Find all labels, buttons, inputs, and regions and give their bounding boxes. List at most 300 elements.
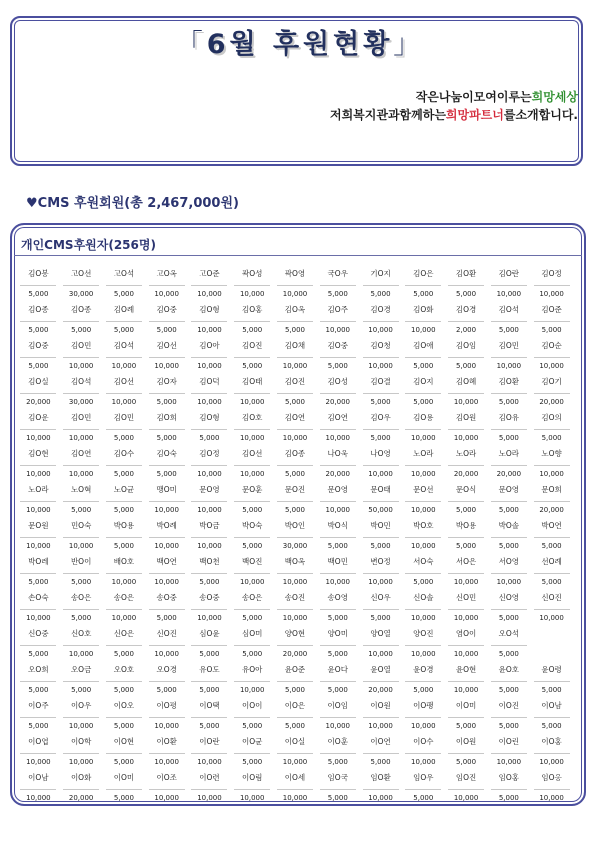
cell-divider	[448, 573, 484, 574]
donor-cell	[487, 266, 530, 302]
donor-grid	[17, 266, 573, 806]
donor-name: 김O선	[113, 377, 135, 386]
donor-amount: 5,000	[113, 290, 134, 298]
donor-cell	[402, 590, 445, 626]
donor-cell	[359, 302, 402, 338]
donor-cell	[60, 662, 103, 698]
donor-name: 이O조	[156, 773, 177, 782]
donor-cell	[530, 590, 573, 626]
donor-name: 고O옥	[156, 269, 177, 278]
donor-amount: 5,000	[370, 614, 391, 622]
donor-cell	[445, 446, 488, 482]
cell-divider	[277, 681, 313, 682]
donor-amount: 10,000	[411, 758, 436, 766]
cell-divider	[448, 537, 484, 538]
donor-cell	[17, 266, 60, 302]
cell-divider	[405, 573, 441, 574]
donor-amount: 5,000	[456, 722, 477, 730]
cell-divider	[491, 537, 527, 538]
donor-cell	[60, 266, 103, 302]
donor-cell	[445, 482, 488, 518]
donor-name: 이O화	[70, 773, 92, 782]
donor-cell	[231, 338, 274, 374]
donor-cell	[402, 626, 445, 662]
donor-name: 나O영	[370, 449, 391, 458]
donor-cell	[402, 482, 445, 518]
cell-divider	[63, 429, 99, 430]
cell-divider	[277, 501, 313, 502]
donor-name: 김O종	[28, 305, 49, 314]
cell-divider	[191, 681, 227, 682]
cell-divider	[405, 429, 441, 430]
cell-divider	[63, 789, 99, 790]
cell-divider	[405, 717, 441, 718]
cell-divider	[234, 537, 270, 538]
donor-cell	[103, 626, 146, 662]
donor-cell	[445, 374, 488, 410]
cell-divider	[106, 465, 142, 466]
cell-divider	[20, 429, 56, 430]
donor-amount: 20,000	[539, 506, 564, 514]
donor-name: 문O선	[413, 485, 434, 494]
page-title	[0, 22, 600, 61]
donor-cell	[145, 302, 188, 338]
cell-divider	[320, 465, 356, 466]
donor-cell	[17, 446, 60, 482]
donor-name: 기O지	[370, 269, 391, 278]
cell-divider	[405, 285, 441, 286]
donor-amount: 10,000	[154, 362, 179, 370]
cell-divider	[277, 357, 313, 358]
donor-cell	[231, 302, 274, 338]
donor-amount: 10,000	[68, 470, 94, 478]
donor-cell	[487, 590, 530, 626]
donor-name: 윤O호	[498, 665, 520, 674]
donor-amount: 5,000	[370, 542, 391, 550]
donor-name: 이O학	[70, 737, 92, 746]
cell-divider	[63, 573, 99, 574]
donor-section-title: 개인CMS후원자(256명)	[21, 238, 156, 252]
cell-divider	[149, 681, 185, 682]
title-text: 6월 후원현황	[206, 29, 394, 60]
donor-name: 김O홍	[242, 305, 263, 314]
donor-cell	[316, 410, 359, 446]
cell-divider	[106, 609, 142, 610]
cell-divider	[234, 681, 270, 682]
donor-amount: 5,000	[456, 362, 477, 370]
donor-cell	[60, 410, 103, 446]
cell-divider	[534, 681, 570, 682]
donor-amount: 10,000	[325, 722, 350, 730]
donor-amount: 10,000	[197, 290, 222, 298]
donor-amount: 5,000	[113, 542, 134, 550]
cell-divider	[20, 609, 56, 610]
donor-cell	[60, 734, 103, 770]
cell-divider	[149, 501, 185, 502]
donor-cell	[359, 734, 402, 770]
donor-cell	[359, 338, 402, 374]
donor-amount: 5,000	[541, 722, 562, 730]
donor-cell	[60, 518, 103, 554]
donor-name: 이O균	[242, 737, 263, 746]
cell-divider	[448, 393, 484, 394]
donor-cell	[402, 770, 445, 806]
cell-divider	[534, 537, 570, 538]
donor-name: 박O호	[413, 521, 434, 530]
donor-amount: 5,000	[284, 686, 306, 694]
donor-amount: 10,000	[154, 758, 179, 766]
cell-divider	[191, 357, 227, 358]
intro-line-2-tail: 를소개합니다.	[503, 108, 578, 122]
donor-amount: 5,000	[327, 686, 348, 694]
donor-divider	[14, 255, 582, 256]
donor-amount: 5,000	[413, 686, 434, 694]
donor-amount: 5,000	[498, 614, 519, 622]
cell-divider	[277, 429, 313, 430]
donor-cell	[60, 338, 103, 374]
donor-cell	[231, 590, 274, 626]
donor-cell	[445, 590, 488, 626]
donor-cell	[188, 698, 231, 734]
cms-summary-text: CMS 후원회원(총 2,467,000원)	[37, 196, 239, 211]
cell-divider	[106, 537, 142, 538]
donor-name: 임O우	[413, 773, 434, 782]
donor-cell	[445, 302, 488, 338]
cell-divider	[405, 753, 441, 754]
donor-amount: 10,000	[453, 794, 479, 802]
donor-amount: 5,000	[242, 542, 263, 550]
donor-name: 송O은	[242, 593, 263, 602]
donor-amount: 10,000	[496, 758, 522, 766]
donor-cell	[445, 734, 488, 770]
donor-amount: 10,000	[111, 398, 137, 406]
donor-cell	[231, 626, 274, 662]
donor-name: 노O향	[541, 449, 562, 458]
donor-name: 김O종	[70, 305, 92, 314]
donor-amount: 5,000	[498, 506, 519, 514]
donor-name: 김O형	[199, 305, 220, 314]
donor-amount: 5,000	[28, 290, 49, 298]
donor-cell	[530, 482, 573, 518]
donor-name: 김O경	[370, 305, 391, 314]
donor-amount: 10,000	[539, 362, 564, 370]
donor-amount: 10,000	[325, 578, 350, 586]
donor-amount: 5,000	[242, 362, 263, 370]
donor-cell	[231, 374, 274, 410]
donor-cell	[145, 590, 188, 626]
donor-cell	[145, 410, 188, 446]
cell-divider	[63, 537, 99, 538]
donor-amount: 10,000	[197, 506, 222, 514]
donor-cell	[103, 734, 146, 770]
donor-name: 유O도	[199, 665, 220, 674]
donor-amount: 10,000	[368, 362, 393, 370]
donor-cell	[188, 338, 231, 374]
donor-cell	[445, 410, 488, 446]
donor-amount: 20,000	[325, 470, 350, 478]
cell-divider	[405, 393, 441, 394]
donor-amount: 10,000	[197, 398, 222, 406]
donor-name: 서O숙	[413, 557, 434, 566]
cell-divider	[320, 789, 356, 790]
cell-divider	[149, 465, 185, 466]
donor-amount: 10,000	[197, 542, 222, 550]
donor-name: 이O오	[113, 701, 135, 710]
cell-divider	[191, 465, 227, 466]
cell-divider	[149, 393, 185, 394]
donor-cell	[487, 554, 530, 590]
donor-amount: 5,000	[113, 506, 134, 514]
donor-cell	[274, 410, 317, 446]
donor-cell	[60, 698, 103, 734]
cell-divider	[106, 753, 142, 754]
donor-name: 백O진	[242, 557, 263, 566]
donor-cell	[274, 302, 317, 338]
donor-cell	[487, 626, 530, 662]
donor-cell	[188, 266, 231, 302]
donor-cell	[487, 410, 530, 446]
donor-cell	[316, 626, 359, 662]
donor-amount: 10,000	[282, 362, 308, 370]
donor-amount: 10,000	[411, 650, 436, 658]
cell-divider	[363, 645, 399, 646]
donor-amount: 5,000	[242, 650, 263, 658]
donor-cell	[103, 770, 146, 806]
donor-cell	[445, 338, 488, 374]
donor-cell	[316, 446, 359, 482]
donor-name: 윤O현	[455, 665, 477, 674]
donor-amount: 10,000	[197, 362, 222, 370]
donor-cell	[188, 626, 231, 662]
cell-divider	[234, 285, 270, 286]
donor-amount: 5,000	[327, 794, 348, 802]
donor-name: 김O운	[28, 413, 49, 422]
donor-name: 고O선	[70, 269, 92, 278]
cell-divider	[277, 645, 313, 646]
donor-cell	[445, 626, 488, 662]
donor-cell	[145, 554, 188, 590]
donor-cell	[359, 626, 402, 662]
donor-amount: 5,000	[327, 542, 348, 550]
cell-divider	[277, 285, 313, 286]
donor-name: 양O열	[370, 629, 391, 638]
cell-divider	[448, 717, 484, 718]
donor-amount: 5,000	[199, 434, 220, 442]
cell-divider	[534, 717, 570, 718]
donor-name: 이O림	[242, 773, 263, 782]
cell-divider	[106, 573, 142, 574]
donor-amount: 5,000	[242, 722, 263, 730]
cell-divider	[63, 465, 99, 466]
cell-divider	[448, 357, 484, 358]
donor-cell	[445, 266, 488, 302]
donor-name: 박O민	[370, 521, 391, 530]
cell-divider	[448, 753, 484, 754]
donor-name: 이O택	[199, 701, 220, 710]
donor-cell	[103, 554, 146, 590]
donor-name: 김O은	[413, 269, 434, 278]
donor-cell	[530, 662, 573, 698]
donor-amount: 10,000	[197, 758, 222, 766]
donor-cell	[359, 590, 402, 626]
donor-cell	[316, 266, 359, 302]
donor-name: 송O은	[113, 593, 135, 602]
donor-name: 심O윤	[199, 629, 220, 638]
donor-name: 이O수	[413, 737, 434, 746]
donor-name: 김O중	[156, 305, 177, 314]
donor-amount: 10,000	[325, 506, 350, 514]
donor-cell	[316, 698, 359, 734]
donor-amount: 5,000	[284, 326, 306, 334]
donor-name: 송O중	[199, 593, 220, 602]
donor-name: 문O희	[541, 485, 562, 494]
donor-cell	[530, 266, 573, 302]
donor-name: 김O정	[541, 269, 562, 278]
cell-divider	[191, 717, 227, 718]
donor-amount: 10,000	[239, 434, 265, 442]
donor-amount: 10,000	[26, 470, 51, 478]
donor-name: 김O태	[242, 377, 263, 386]
donor-amount: 5,000	[498, 722, 519, 730]
donor-amount: 5,000	[541, 686, 562, 694]
donor-cell	[60, 626, 103, 662]
donor-name: 김O성	[327, 377, 348, 386]
donor-amount: 20,000	[325, 398, 350, 406]
donor-name: 박O례	[156, 521, 177, 530]
donor-cell	[359, 446, 402, 482]
cell-divider	[20, 537, 56, 538]
donor-cell	[103, 590, 146, 626]
cell-divider	[63, 285, 99, 286]
donor-cell	[17, 338, 60, 374]
donor-amount: 10,000	[325, 326, 350, 334]
cell-divider	[149, 573, 185, 574]
donor-amount: 10,000	[154, 506, 179, 514]
donor-name: 이O연	[370, 737, 391, 746]
cell-divider	[405, 645, 441, 646]
donor-name: 김O의	[541, 413, 562, 422]
donor-cell	[487, 446, 530, 482]
donor-cell	[530, 338, 573, 374]
cell-divider	[320, 429, 356, 430]
cell-divider	[63, 753, 99, 754]
donor-amount: 10,000	[453, 398, 479, 406]
cell-divider	[320, 645, 356, 646]
donor-cell	[103, 446, 146, 482]
donor-amount: 30,000	[68, 290, 94, 298]
donor-amount: 10,000	[282, 758, 308, 766]
donor-cell	[274, 482, 317, 518]
cell-divider	[149, 357, 185, 358]
donor-amount: 5,000	[284, 470, 306, 478]
donor-cell	[359, 554, 402, 590]
donor-amount: 30,000	[68, 398, 94, 406]
cell-divider	[106, 285, 142, 286]
donor-name: 이O주	[28, 701, 49, 710]
donor-name: 박O식	[327, 521, 348, 530]
donor-amount: 20,000	[26, 398, 51, 406]
cell-divider	[363, 789, 399, 790]
donor-amount: 10,000	[411, 614, 436, 622]
cell-divider	[363, 501, 399, 502]
donor-cell	[17, 374, 60, 410]
donor-amount: 5,000	[113, 686, 134, 694]
donor-amount: 5,000	[28, 362, 49, 370]
donor-cell	[231, 266, 274, 302]
donor-amount: 20,000	[453, 470, 479, 478]
donor-name: 김O연	[327, 413, 348, 422]
donor-name: 박O숙	[242, 521, 263, 530]
donor-amount: 5,000	[28, 650, 49, 658]
donor-cell	[487, 338, 530, 374]
donor-amount: 5,000	[242, 614, 263, 622]
donor-name: 노O라	[28, 485, 49, 494]
donor-amount: 10,000	[368, 326, 393, 334]
donor-cell	[445, 518, 488, 554]
cell-divider	[320, 573, 356, 574]
donor-amount: 5,000	[71, 686, 92, 694]
donor-name: 김O임	[455, 341, 477, 350]
donor-cell	[316, 734, 359, 770]
cell-divider	[63, 645, 99, 646]
cell-divider	[363, 681, 399, 682]
donor-name: 김O형	[199, 413, 220, 422]
donor-amount: 10,000	[539, 290, 564, 298]
donor-cell	[359, 518, 402, 554]
donor-cell	[60, 302, 103, 338]
cell-divider	[534, 573, 570, 574]
donor-amount: 5,000	[156, 326, 177, 334]
donor-amount: 5,000	[199, 650, 220, 658]
donor-amount: 10,000	[26, 614, 51, 622]
intro-line-2-highlight: 희망파트너	[445, 108, 504, 122]
donor-cell	[402, 410, 445, 446]
donor-amount: 10,000	[26, 506, 51, 514]
donor-amount: 10,000	[368, 794, 393, 802]
donor-cell	[231, 446, 274, 482]
donor-cell	[188, 518, 231, 554]
cell-divider	[448, 789, 484, 790]
donor-name: 박O연	[541, 521, 562, 530]
donor-amount: 10,000	[411, 506, 436, 514]
donor-name: 배O호	[113, 557, 135, 566]
donor-cell	[359, 482, 402, 518]
donor-amount: 5,000	[413, 362, 434, 370]
donor-cell	[359, 770, 402, 806]
cell-divider	[448, 681, 484, 682]
donor-name: 신O은	[113, 629, 135, 638]
donor-amount: 5,000	[327, 614, 348, 622]
donor-cell	[274, 662, 317, 698]
donor-amount: 10,000	[282, 614, 308, 622]
cell-divider	[20, 285, 56, 286]
cell-divider	[491, 681, 527, 682]
donor-cell	[445, 662, 488, 698]
donor-name: 윤O다	[327, 665, 348, 674]
donor-cell	[145, 626, 188, 662]
donor-amount: 20,000	[282, 650, 308, 658]
cell-divider	[20, 681, 56, 682]
donor-amount: 10,000	[453, 434, 479, 442]
donor-cell	[231, 410, 274, 446]
donor-name: 김O자	[156, 377, 177, 386]
donor-name: 양O미	[327, 629, 348, 638]
donor-cell	[17, 698, 60, 734]
cell-divider	[149, 429, 185, 430]
donor-cell	[487, 374, 530, 410]
cell-divider	[320, 537, 356, 538]
donor-name: 곽O영	[284, 269, 306, 278]
